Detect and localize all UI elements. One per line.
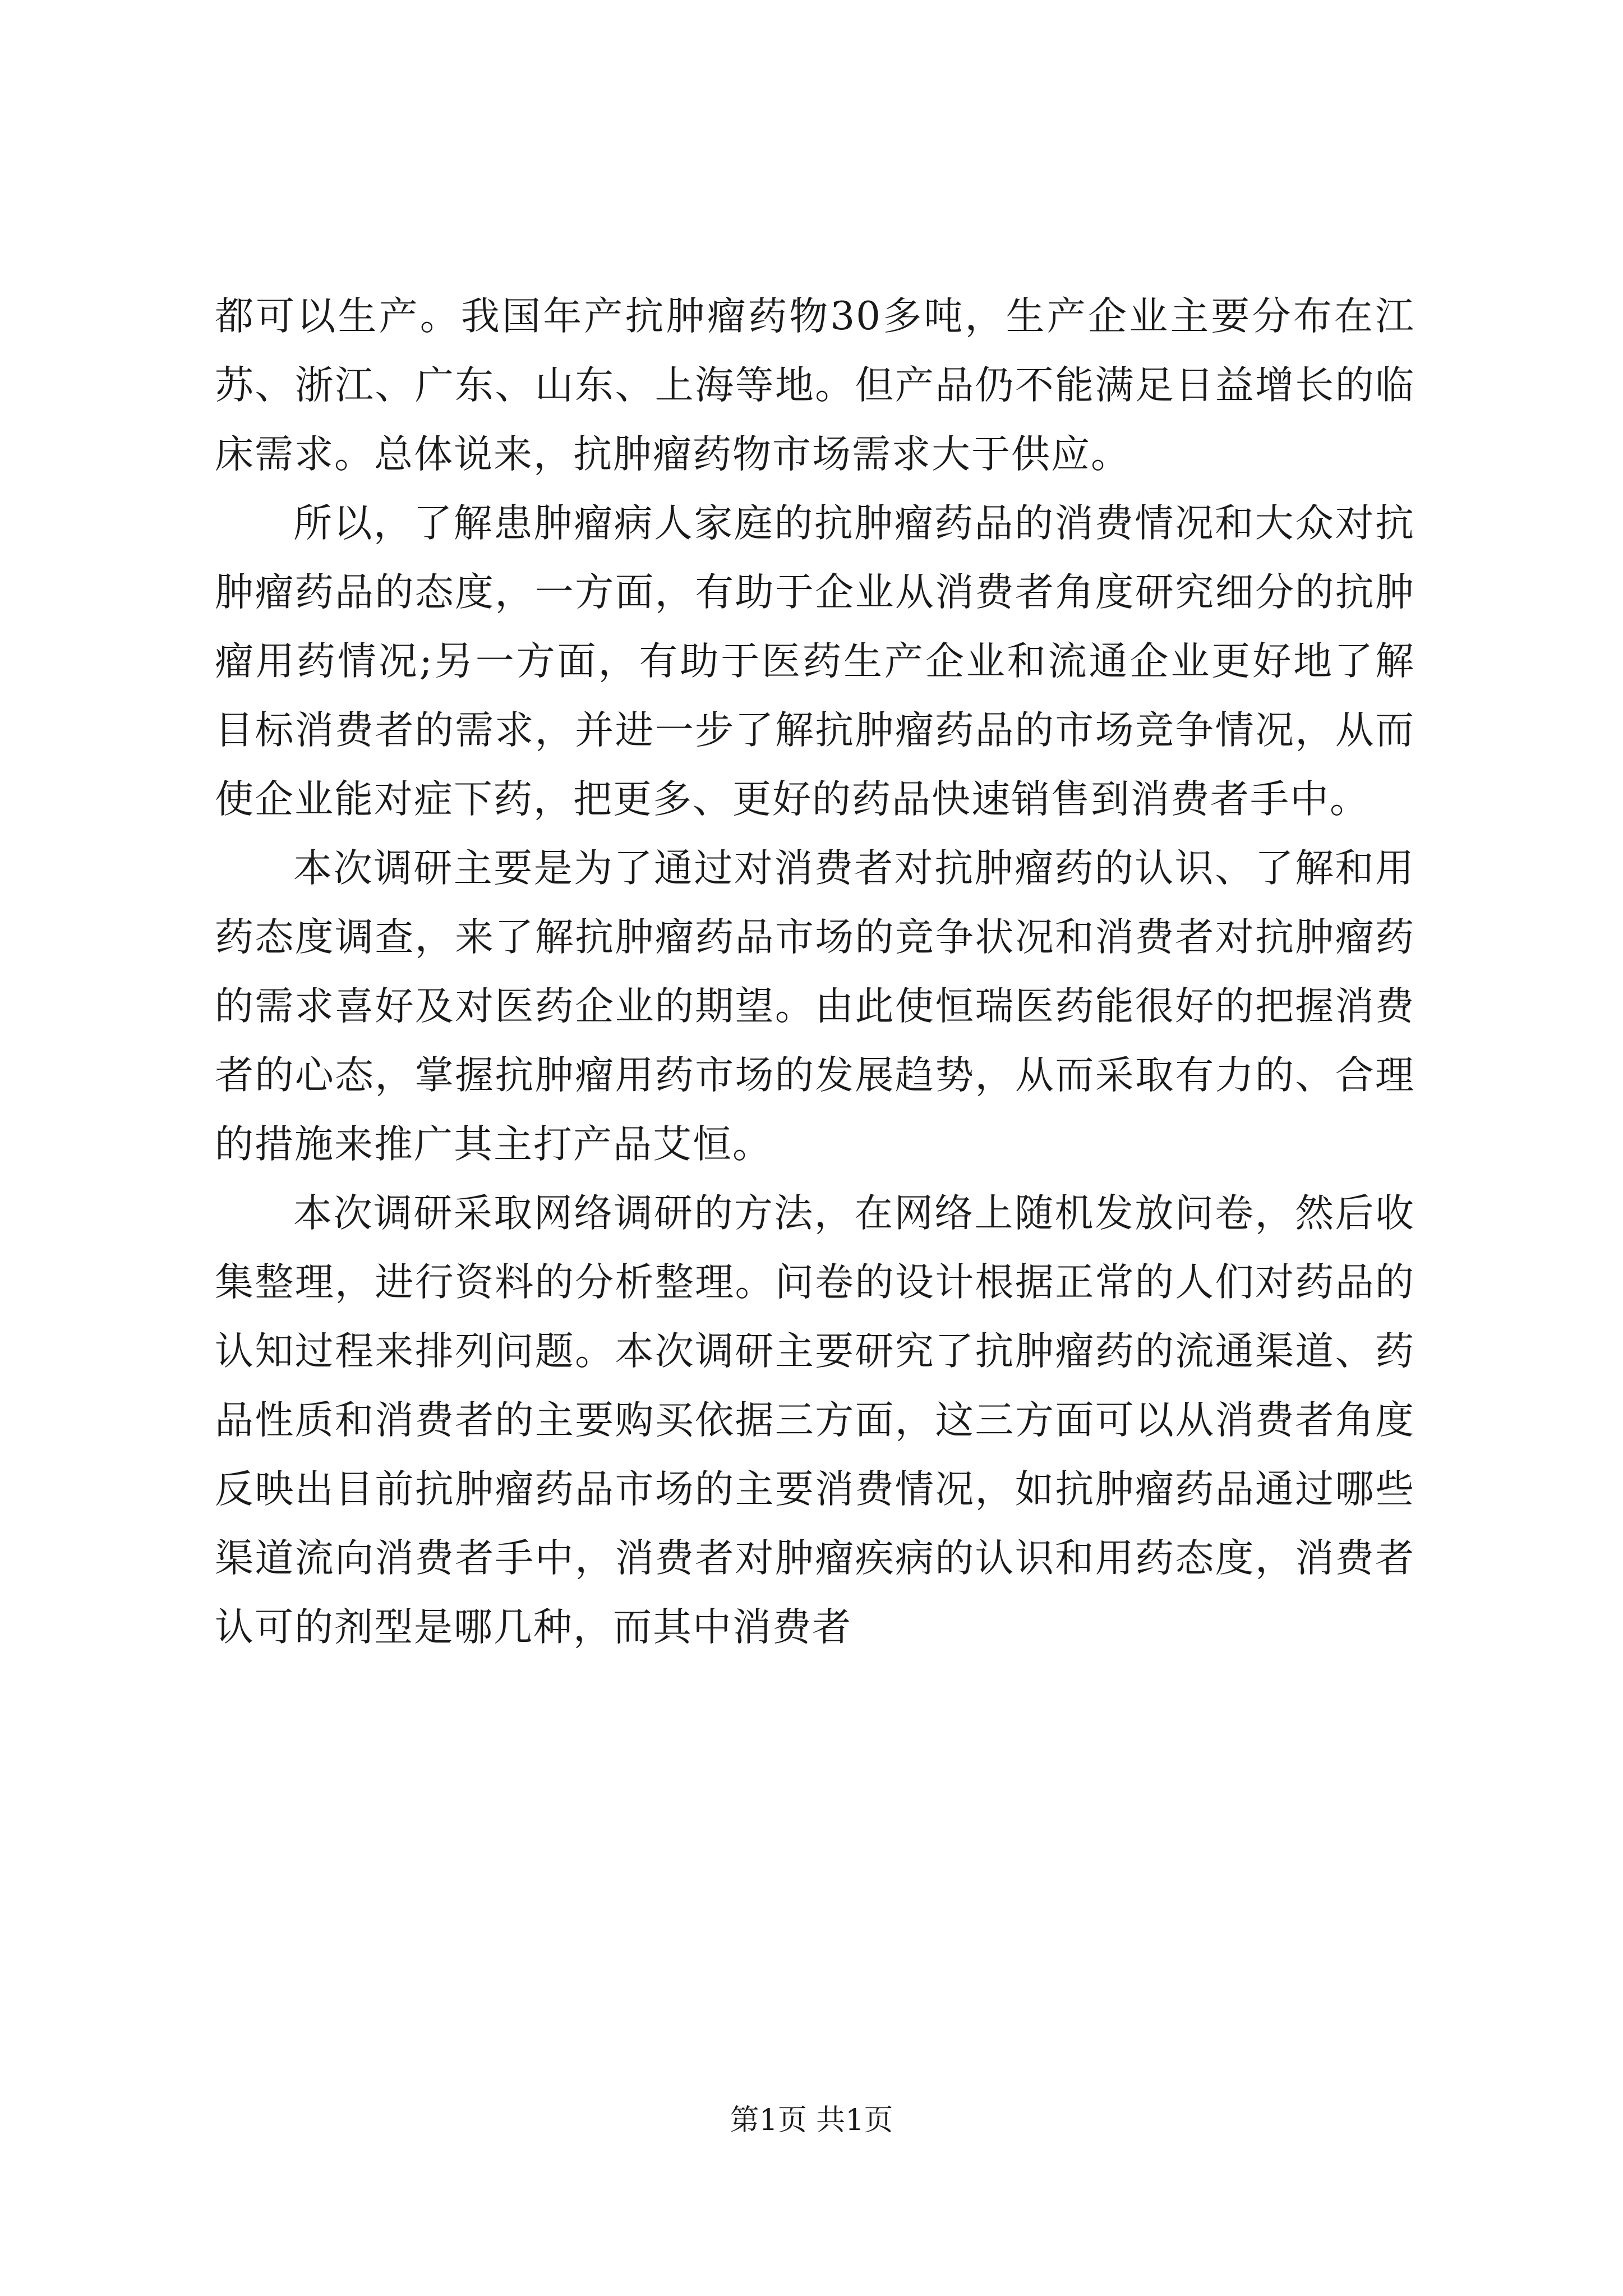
page-number-footer: 第1页 共1页	[730, 2104, 893, 2137]
paragraph: 本次调研采取网络调研的方法，在网络上随机发放问卷，然后收集整理，进行资料的分析整理。问卷的设计根据正常的人们对药品的认知过程来排列问题。本次调研主要研究了抗肿瘤药的流通渠道、药品性质和消费者的主要购买依据三方面，这三方面可以从消费者角度反映出目前抗肿瘤药品市场的主要消费情况，如抗肿瘤药品通过哪些渠道流向消费者手中，消费者对肿瘤疾病的认识和用药态度，消费者认可的剂型是哪几种，而其中消费者	[215, 1191, 1415, 1650]
paragraph-continued: 都可以生产。我国年产抗肿瘤药物30多吨，生产企业主要分布在江苏、浙江、广东、山东、上海等地。但产品仍不能满足日益增长的临床需求。总体说来，抗肿瘤药物市场需求大于供应。	[215, 294, 1415, 477]
paragraph: 所以，了解患肿瘤病人家庭的抗肿瘤药品的消费情况和大众对抗肿瘤药品的态度，一方面，有助于企业从消费者角度研究细分的抗肿瘤用药情况;另一方面，有助于医药生产企业和流通企业更好地了解目标消费者的需求，并进一步了解抗肿瘤药品的市场竞争情况，从而使企业能对症下药，把更多、更好的药品快速销售到消费者手中。	[215, 501, 1415, 822]
paragraph: 本次调研主要是为了通过对消费者对抗肿瘤药的认识、了解和用药态度调查，来了解抗肿瘤药品市场的竞争状况和消费者对抗肿瘤药的需求喜好及对医药企业的期望。由此使恒瑞医药能很好的把握消费者的心态，掌握抗肿瘤用药市场的发展趋势，从而采取有力的、合理的措施来推广其主打产品艾恒。	[215, 846, 1415, 1167]
document-body	[215, 282, 1415, 1662]
